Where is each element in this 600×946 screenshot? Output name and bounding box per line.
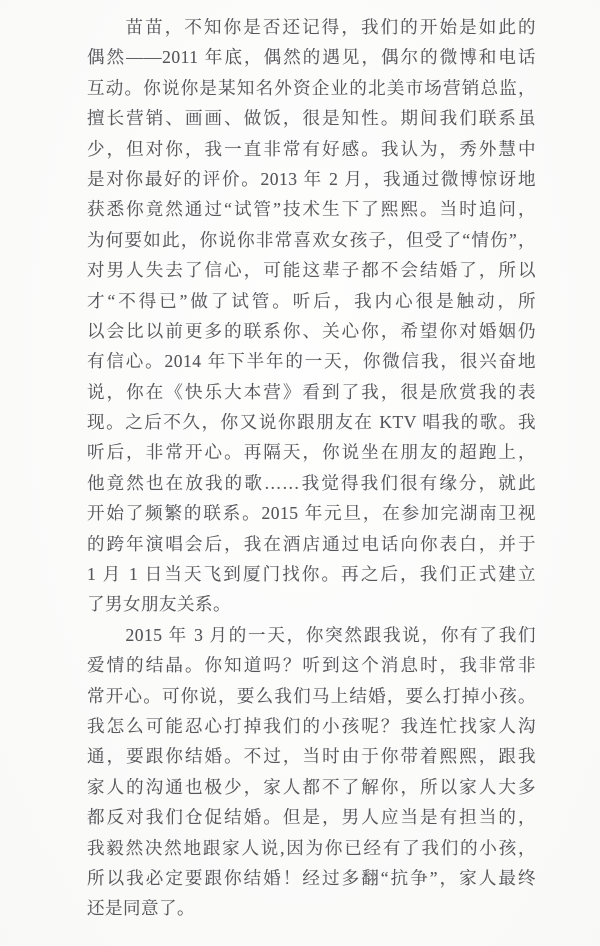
text-line: 擅长营销、画画、做饭，很是知性。期间我们联系虽	[87, 108, 536, 129]
text-line: 2015 年 3 月的一天，你突然跟我说，你有了我们	[125, 624, 536, 645]
text-line: 通，要跟你结婚。不过，当时由于你带着熙熙，跟我	[87, 746, 536, 767]
text-line: 互动。你说你是某知名外资企业的北美市场营销总监，	[87, 77, 536, 98]
text-line: 都反对我们仓促结婚。但是，男人应当是有担当的，	[87, 807, 536, 828]
text-line: 我怎么可能忍心打掉我们的小孩呢？我连忙找家人沟	[87, 715, 536, 736]
text-line: 还是同意了。	[87, 898, 195, 919]
text-line: 获悉你竟然通过“试管”技术生下了熙熙。当时追问，	[87, 199, 536, 220]
text-line: 才“不得已”做了试管。听后，我内心很是触动，所	[87, 290, 536, 311]
text-line: 是对你最好的评价。2013 年 2 月，我通过微博惊讶地	[87, 168, 536, 189]
text-line: 对男人失去了信心，可能这辈子都不会结婚了，所以	[87, 260, 536, 281]
paragraph-1	[87, 12, 536, 620]
text-line: 偶然——2011 年底，偶然的遇见，偶尔的微博和电话	[87, 47, 536, 68]
text-line: 家人的沟通也极少，家人都不了解你，所以家人大多	[87, 776, 536, 797]
text-line: 为何要如此，你说你非常喜欢女孩子，但受了“情伤”，	[87, 229, 536, 250]
text-line: 以会比以前更多的联系你、关心你，希望你对婚姻仍	[87, 320, 536, 341]
paragraph-2	[87, 620, 536, 924]
text-line: 说，你在《快乐大本营》看到了我，很是欣赏我的表	[87, 381, 536, 402]
text-line: 的跨年演唱会后，我在酒店通过电话向你表白，并于	[87, 533, 536, 554]
text-line: 有信心。2014 年下半年的一天，你微信我，很兴奋地	[87, 351, 536, 372]
text-line: 他竟然也在放我的歌……我觉得我们很有缘分，就此	[87, 472, 536, 493]
text-line: 所以我必定要跟你结婚！经过多翻“抗争”，家人最终	[87, 867, 536, 888]
text-line: 听后，非常开心。再隔天，你说坐在朋友的超跑上，	[87, 442, 536, 463]
letter-text-block	[87, 12, 536, 924]
text-line: 1 月 1 日当天飞到厦门找你。再之后，我们正式建立	[87, 564, 536, 585]
text-line: 我毅然决然地跟家人说,因为你已经有了我们的小孩，	[87, 837, 536, 858]
text-line: 少，但对你，我一直非常有好感。我认为，秀外慧中	[87, 138, 536, 159]
text-line: 开始了频繁的联系。2015 年元旦，在参加完湖南卫视	[87, 503, 536, 524]
text-line: 了男女朋友关系。	[87, 594, 231, 615]
text-line: 常开心。可你说，要么我们马上结婚，要么打掉小孩。	[87, 685, 536, 706]
text-line: 苗苗，不知你是否还记得，我们的开始是如此的	[125, 17, 536, 37]
text-line: 爱情的结晶。你知道吗？听到这个消息时，我非常非	[87, 655, 536, 676]
text-line: 现。之后不久，你又说你跟朋友在 KTV 唱我的歌。我	[87, 412, 536, 433]
